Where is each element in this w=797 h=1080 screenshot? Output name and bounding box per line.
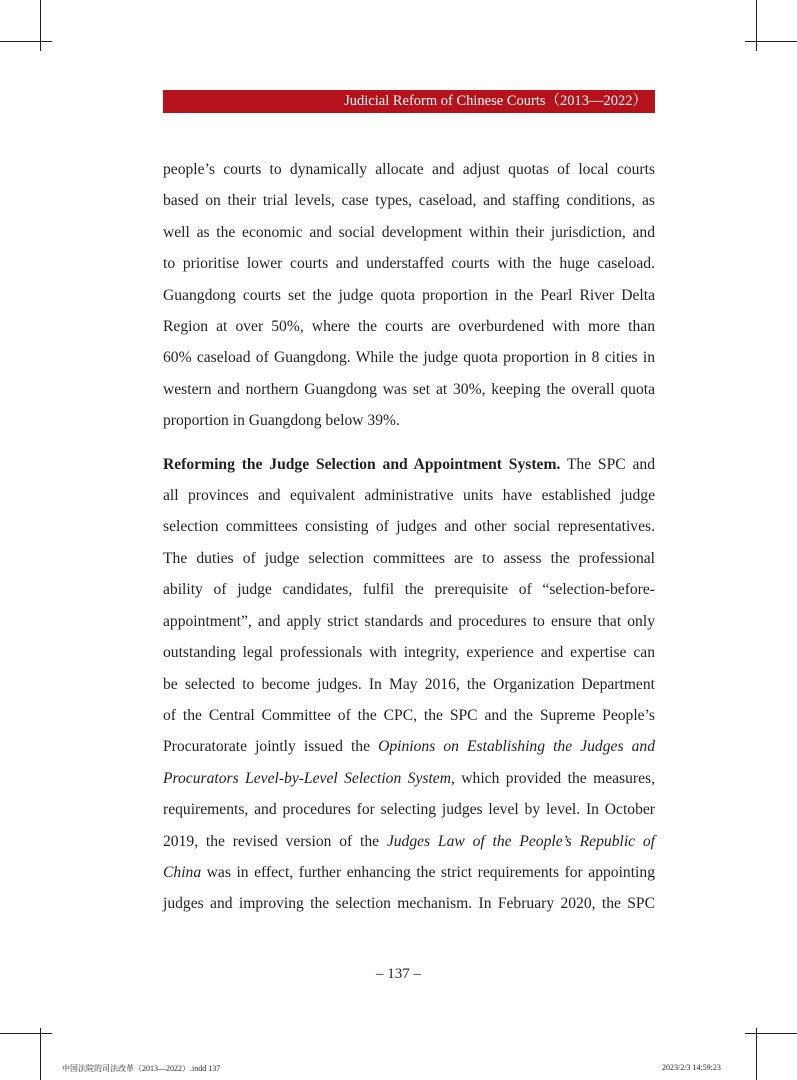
text-line	[163, 763, 655, 794]
text-line	[163, 449, 655, 480]
text-line: The duties of judge selection committees are to assess the professional	[163, 549, 655, 567]
text-line: ability of judge candidates, fulfil the prerequisite of “selection-before-	[163, 581, 655, 599]
document-title-judges-law: Judges Law of the People’s Republic of	[386, 832, 655, 850]
text-line: people’s courts to dynamically allocate and adjust quotas of local courts	[163, 161, 655, 178]
document-title-opinions: Procurators Level-by-Level Selection System	[163, 769, 451, 787]
text-line: to prioritise lower courts and understaffed courts with the huge caseload.	[163, 255, 655, 273]
crop-mark	[0, 1033, 52, 1034]
text-line: western and northern Guangdong was set at 30%, keeping the overall quota	[163, 380, 655, 398]
document-title-opinions: Opinions on Establishing the Judges and	[378, 738, 655, 756]
file-slug: 中国法院的司法改革（2013—2022）.indd 137	[62, 1064, 221, 1073]
text-run: Procuratorate jointly issued the	[163, 738, 379, 756]
document-title-judges-law: China	[163, 863, 202, 881]
text-run: 2019, the revised version of the	[163, 832, 387, 850]
text-line: be selected to become judges. In May 2016, the Organization Department	[163, 675, 655, 693]
crop-mark	[745, 1033, 797, 1034]
crop-mark	[40, 1028, 41, 1080]
text-line: all provinces and equivalent administrative units have established judge	[163, 487, 655, 505]
crop-mark	[756, 0, 757, 51]
text-line: requirements, and procedures for selecting judges level by level. In October	[163, 801, 655, 819]
paragraph-quota-allocation	[163, 154, 655, 437]
text-line: selection committees consisting of judges and other social representatives.	[163, 518, 655, 536]
section-heading: Reforming the Judge Selection and Appointment System.	[163, 455, 561, 473]
text-line: appointment”, and apply strict standards and procedures to ensure that only	[163, 612, 655, 630]
text-line: Guangdong courts set the judge quota proportion in the Pearl River Delta	[163, 286, 655, 304]
text-line	[163, 731, 655, 762]
text-line: well as the economic and social development within their jurisdiction, and	[163, 223, 655, 241]
text-run: The SPC and	[560, 455, 655, 473]
crop-mark	[0, 41, 52, 42]
text-run: , which provided the measures,	[450, 769, 655, 787]
paragraph-judge-selection	[163, 449, 655, 920]
text-line: judges and improving the selection mechanism. In February 2020, the SPC	[163, 895, 655, 913]
running-header-bar	[163, 90, 655, 113]
timestamp-slug: 2023/2/3 14:59:23	[662, 1063, 721, 1072]
page-number: – 137 –	[376, 966, 421, 982]
body-text	[163, 154, 655, 932]
crop-mark	[745, 41, 797, 42]
text-line: outstanding legal professionals with integrity, experience and expertise can	[163, 644, 655, 662]
crop-mark	[40, 0, 41, 51]
text-line: Region at over 50%, where the courts are overburdened with more than	[163, 318, 655, 336]
text-run: was in effect, further enhancing the strict requirements for appointing	[201, 863, 655, 881]
text-line: proportion in Guangdong below 39%.	[163, 412, 400, 430]
text-line	[163, 857, 655, 888]
crop-mark	[756, 1028, 757, 1080]
text-line: of the Central Committee of the CPC, the SPC and the Supreme People’s	[163, 706, 655, 724]
text-line: based on their trial levels, case types, caseload, and staffing conditions, as	[163, 192, 655, 210]
text-line	[163, 826, 655, 857]
running-title: Judicial Reform of Chinese Courts（2013—2022）	[344, 93, 647, 109]
text-line: 60% caseload of Guangdong. While the judge quota proportion in 8 cities in	[163, 349, 655, 367]
